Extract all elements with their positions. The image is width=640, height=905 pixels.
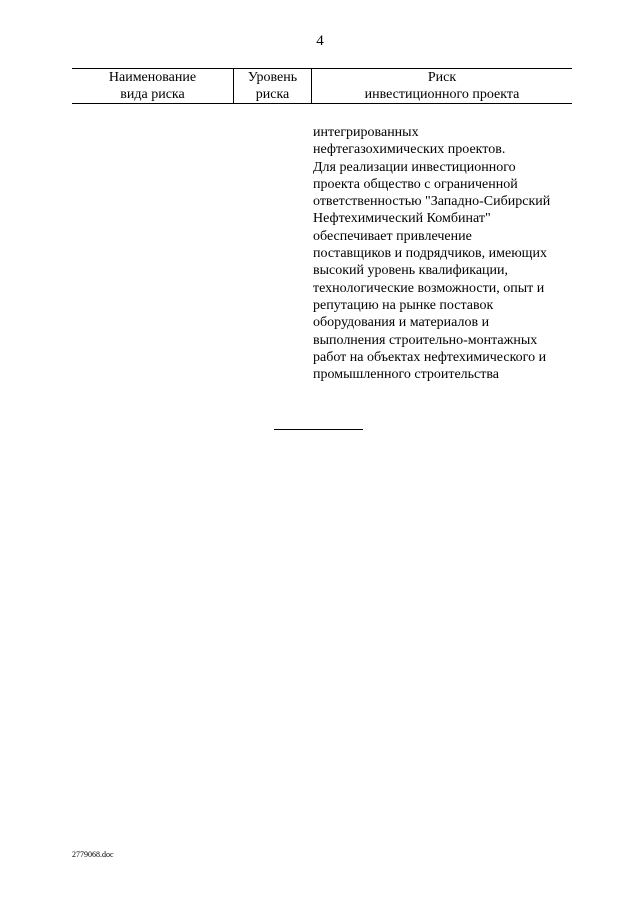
header-investment-risk: Риск инвестиционного проекта [364,70,520,102]
text-line: репутацию на рынке поставок [313,297,494,313]
text-line: поставщиков и подрядчиков, имеющих [313,246,547,262]
table-header-bottom-border [72,103,572,104]
text-line: оборудования и материалов и [313,315,490,331]
header-risk-name: Наименование вида риска [108,70,197,102]
text-line: промышленного строительства [313,367,500,383]
closing-divider [274,429,363,430]
text-line: высокий уровень квалификации, [313,263,509,279]
text-line: проекта общество с ограниченной [313,176,518,192]
text-line: технологические возможности, опыт и [313,280,545,296]
text-line: выполнения строительно-монтажных [313,332,538,348]
text-line: работ на объектах нефтехимического и [313,349,547,365]
page-number: 4 [316,33,324,49]
text-line: ответственностью "Западно-Сибирский [313,194,551,210]
text-line: Для реализации инвестиционного [313,159,516,175]
text-line: интегрированных [313,125,419,140]
text-line: обеспечивает привлечение [313,228,472,244]
text-line: нефтегазохимических проектов. [313,142,506,158]
risk-description [313,124,633,383]
text-line: Нефтехимический Комбинат" [313,211,491,227]
header-risk-level: Уровень риска [247,70,298,102]
document-filename: 2779068.doc [72,850,114,859]
